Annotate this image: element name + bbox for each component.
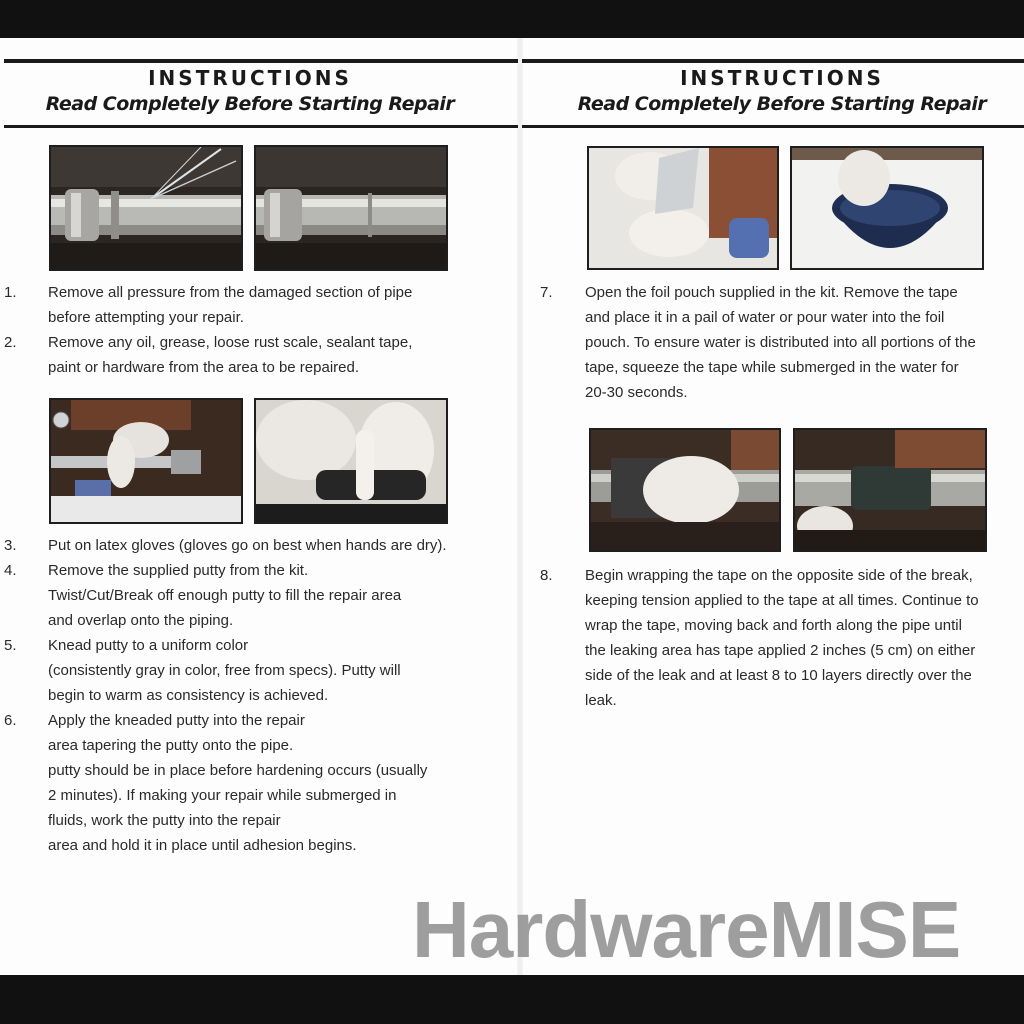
- step-text-line: paint or hardware from the area to be repaired.: [48, 359, 360, 376]
- leaking-pipe-photo: [49, 145, 243, 271]
- step-text-line: fluids, work the putty into the repair: [48, 812, 281, 829]
- step-text-line: 2 minutes). If making your repair while submerged in: [48, 787, 397, 804]
- right-panel: [522, 38, 1024, 975]
- step-text-line: begin to warm as consistency is achieved.: [48, 687, 329, 704]
- step-number: 5.: [4, 637, 17, 654]
- step-text-line: Twist/Cut/Break off enough putty to fill the repair area: [48, 587, 402, 604]
- step-text-line: and overlap onto the piping.: [48, 612, 234, 629]
- left-panel: [0, 38, 518, 975]
- step-text-line: keeping tension applied to the tape at all times. Continue to: [585, 592, 979, 609]
- step-text-line: Remove all pressure from the damaged section of pipe: [48, 284, 413, 301]
- page-subtitle: Read Completely Before Starting Repair: [45, 93, 455, 115]
- step-number: 3.: [4, 537, 17, 554]
- step-number: 4.: [4, 562, 17, 579]
- page-title: INSTRUCTIONS: [680, 66, 884, 90]
- step-text-line: Open the foil pouch supplied in the kit. Remove the tape: [585, 284, 958, 301]
- step-text-line: Apply the kneaded putty into the repair: [48, 712, 305, 729]
- step-text-line: the leaking area has tape applied 2 inches (5 cm) on either: [585, 642, 976, 659]
- step-number: 6.: [4, 712, 17, 729]
- step-text-line: wrap the tape, moving back and forth along the pipe until: [585, 617, 962, 634]
- step-text-line: (consistently gray in color, free from specs). Putty will: [48, 662, 401, 679]
- step-text-line: and place it in a pail of water or pour water into the foil: [585, 309, 945, 326]
- header-top-rule: [4, 59, 518, 63]
- step-text-line: putty should be in place before hardening occurs (usually: [48, 762, 428, 779]
- wrapping-tape-photo: [589, 428, 781, 552]
- header-bottom-rule: [4, 125, 518, 128]
- step-number: 8.: [540, 567, 553, 584]
- foil-pouch-photo: [587, 146, 779, 270]
- step-text-line: Remove the supplied putty from the kit.: [48, 562, 309, 579]
- step-text-line: Remove any oil, grease, loose rust scale, sealant tape,: [48, 334, 413, 351]
- step-text-line: area tapering the putty onto the pipe.: [48, 737, 294, 754]
- step-text-line: 20-30 seconds.: [585, 384, 688, 401]
- step-text-line: leak.: [585, 692, 617, 709]
- step-text-line: area and hold it in place until adhesion begins.: [48, 837, 357, 854]
- page-subtitle: Read Completely Before Starting Repair: [577, 93, 987, 115]
- step-text-line: before attempting your repair.: [48, 309, 244, 326]
- pipe-photo: [254, 145, 448, 271]
- header-top-rule: [522, 59, 1024, 63]
- header-bottom-rule: [522, 125, 1024, 128]
- step-text-line: Knead putty to a uniform color: [48, 637, 249, 654]
- step-number: 7.: [540, 284, 553, 301]
- step-text-line: tape, squeeze the tape while submerged in the water for: [585, 359, 959, 376]
- step-text-line: side of the leak and at least 8 to 10 layers directly over the: [585, 667, 972, 684]
- gloved-hands-pipe-photo: [49, 398, 243, 524]
- page-title: INSTRUCTIONS: [148, 66, 352, 90]
- step-text-line: Begin wrapping the tape on the opposite side of the break,: [585, 567, 973, 584]
- gloved-hands-putty-photo: [254, 398, 448, 524]
- watermark: HardwareMISE: [412, 885, 961, 974]
- step-number: 2.: [4, 334, 17, 351]
- step-text-line: pouch. To ensure water is distributed into all portions of the: [585, 334, 976, 351]
- instruction-sheet: [0, 38, 1024, 975]
- water-bowl-photo: [790, 146, 984, 270]
- step-number: 1.: [4, 284, 17, 301]
- wrapped-pipe-photo: [793, 428, 987, 552]
- step-text-line: Put on latex gloves (gloves go on best when hands are dry).: [48, 537, 447, 554]
